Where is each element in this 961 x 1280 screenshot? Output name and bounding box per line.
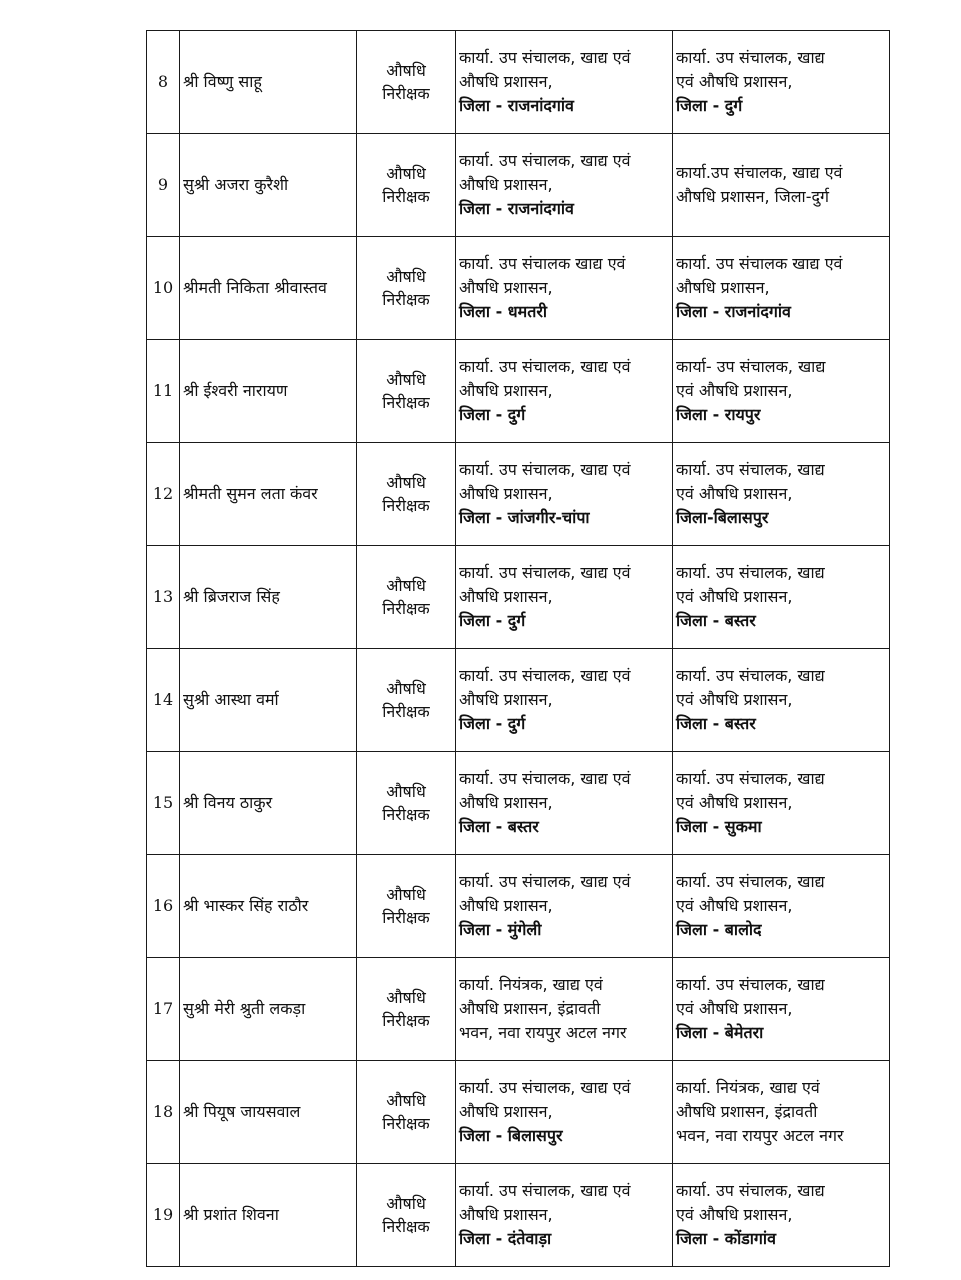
current-posting-cell bbox=[456, 443, 673, 546]
designation-line: औषधि bbox=[386, 988, 426, 1007]
current-posting-cell bbox=[456, 237, 673, 340]
designation-line: औषधि bbox=[386, 576, 426, 595]
serial-number: 9 bbox=[147, 134, 180, 237]
new-posting-cell bbox=[673, 546, 890, 649]
serial-number: 19 bbox=[147, 1164, 180, 1267]
designation-line: निरीक्षक bbox=[382, 393, 430, 412]
current-posting-line: भवन, नवा रायपुर अटल नगर bbox=[459, 1023, 627, 1042]
new-posting-line: कार्या.उप संचालक, खाद्य एवं bbox=[676, 163, 843, 182]
current-posting-line: औषधि प्रशासन, bbox=[459, 1102, 553, 1121]
designation-line: औषधि bbox=[386, 473, 426, 492]
current-posting-line: औषधि प्रशासन, इंद्रावती bbox=[459, 999, 601, 1018]
new-posting-line: एवं औषधि प्रशासन, bbox=[676, 793, 793, 812]
current-posting-cell bbox=[456, 134, 673, 237]
new-posting-line: कार्या. उप संचालक, खाद्य bbox=[676, 48, 825, 67]
new-posting-line: कार्या. उप संचालक, खाद्य bbox=[676, 975, 825, 994]
designation-cell bbox=[357, 340, 456, 443]
officer-name: श्री भास्कर सिंह राठौर bbox=[183, 896, 309, 915]
table-row bbox=[147, 855, 890, 958]
officer-name: श्रीमती सुमन लता कंवर bbox=[183, 484, 318, 503]
serial-number: 18 bbox=[147, 1061, 180, 1164]
current-posting-line: कार्या. उप संचालक, खाद्य एवं bbox=[459, 357, 631, 376]
current-posting-line: जिला - दुर्ग bbox=[459, 611, 526, 630]
new-posting-line: एवं औषधि प्रशासन, bbox=[676, 484, 793, 503]
designation-cell bbox=[357, 443, 456, 546]
table-row bbox=[147, 1061, 890, 1164]
designation-line: निरीक्षक bbox=[382, 290, 430, 309]
current-posting-line: औषधि प्रशासन, bbox=[459, 1205, 553, 1224]
designation-cell bbox=[357, 1164, 456, 1267]
designation-line: औषधि bbox=[386, 885, 426, 904]
current-posting-line: कार्या. उप संचालक, खाद्य एवं bbox=[459, 48, 631, 67]
designation-cell bbox=[357, 1061, 456, 1164]
new-posting-line: औषधि प्रशासन, इंद्रावती bbox=[676, 1102, 818, 1121]
designation-line: औषधि bbox=[386, 1194, 426, 1213]
new-posting-line: एवं औषधि प्रशासन, bbox=[676, 999, 793, 1018]
serial-number: 11 bbox=[147, 340, 180, 443]
current-posting-line: जिला - जांजगीर-चांपा bbox=[459, 508, 590, 527]
designation-cell bbox=[357, 237, 456, 340]
current-posting-line: कार्या. नियंत्रक, खाद्य एवं bbox=[459, 975, 603, 994]
new-posting-line: जिला - सुकमा bbox=[676, 817, 762, 836]
new-posting-line: कार्या. उप संचालक, खाद्य bbox=[676, 460, 825, 479]
current-posting-line: औषधि प्रशासन, bbox=[459, 587, 553, 606]
new-posting-line: जिला - रायपुर bbox=[676, 405, 761, 424]
designation-line: निरीक्षक bbox=[382, 805, 430, 824]
serial-number: 8 bbox=[147, 31, 180, 134]
officer-name-cell bbox=[180, 958, 357, 1061]
table-row bbox=[147, 443, 890, 546]
new-posting-line: औषधि प्रशासन, bbox=[676, 278, 770, 297]
current-posting-line: जिला - मुंगेली bbox=[459, 920, 542, 939]
new-posting-line: एवं औषधि प्रशासन, bbox=[676, 690, 793, 709]
new-posting-line: जिला - राजनांदगांव bbox=[676, 302, 791, 321]
serial-number: 15 bbox=[147, 752, 180, 855]
new-posting-cell bbox=[673, 134, 890, 237]
designation-cell bbox=[357, 134, 456, 237]
new-posting-cell bbox=[673, 649, 890, 752]
new-posting-line: औषधि प्रशासन, जिला-दुर्ग bbox=[676, 187, 829, 206]
designation-line: औषधि bbox=[386, 370, 426, 389]
officer-name: सुश्री मेरी श्रुती लकड़ा bbox=[183, 999, 306, 1018]
table-row bbox=[147, 958, 890, 1061]
new-posting-cell bbox=[673, 443, 890, 546]
new-posting-line: कार्या. उप संचालक, खाद्य bbox=[676, 563, 825, 582]
serial-number: 13 bbox=[147, 546, 180, 649]
current-posting-cell bbox=[456, 958, 673, 1061]
new-posting-cell bbox=[673, 237, 890, 340]
new-posting-line: कार्या. उप संचालक, खाद्य bbox=[676, 666, 825, 685]
new-posting-cell bbox=[673, 752, 890, 855]
new-posting-line: एवं औषधि प्रशासन, bbox=[676, 72, 793, 91]
designation-line: औषधि bbox=[386, 164, 426, 183]
current-posting-cell bbox=[456, 1164, 673, 1267]
new-posting-line: एवं औषधि प्रशासन, bbox=[676, 587, 793, 606]
designation-cell bbox=[357, 752, 456, 855]
current-posting-line: जिला - राजनांदगांव bbox=[459, 199, 574, 218]
designation-cell bbox=[357, 958, 456, 1061]
new-posting-line: जिला - बेमेतरा bbox=[676, 1023, 764, 1042]
officer-name-cell bbox=[180, 649, 357, 752]
current-posting-line: जिला - बिलासपुर bbox=[459, 1126, 563, 1145]
officer-name: श्री पियूष जायसवाल bbox=[183, 1102, 301, 1121]
officer-name-cell bbox=[180, 443, 357, 546]
table-body bbox=[147, 31, 890, 1267]
table-row bbox=[147, 649, 890, 752]
new-posting-line: कार्या. नियंत्रक, खाद्य एवं bbox=[676, 1078, 820, 1097]
designation-line: निरीक्षक bbox=[382, 496, 430, 515]
current-posting-line: कार्या. उप संचालक, खाद्य एवं bbox=[459, 563, 631, 582]
current-posting-line: कार्या. उप संचालक, खाद्य एवं bbox=[459, 460, 631, 479]
new-posting-line: कार्या- उप संचालक, खाद्य bbox=[676, 357, 826, 376]
new-posting-line: कार्या. उप संचालक खाद्य एवं bbox=[676, 254, 843, 273]
current-posting-line: औषधि प्रशासन, bbox=[459, 175, 553, 194]
current-posting-line: जिला - दुर्ग bbox=[459, 405, 526, 424]
current-posting-line: कार्या. उप संचालक, खाद्य एवं bbox=[459, 769, 631, 788]
new-posting-line: जिला - बस्तर bbox=[676, 611, 756, 630]
officer-name-cell bbox=[180, 1164, 357, 1267]
current-posting-cell bbox=[456, 855, 673, 958]
new-posting-line: कार्या. उप संचालक, खाद्य bbox=[676, 769, 825, 788]
designation-line: निरीक्षक bbox=[382, 702, 430, 721]
current-posting-line: जिला - दंतेवाड़ा bbox=[459, 1229, 552, 1248]
officer-name-cell bbox=[180, 752, 357, 855]
current-posting-line: कार्या. उप संचालक, खाद्य एवं bbox=[459, 1078, 631, 1097]
officer-name-cell bbox=[180, 134, 357, 237]
current-posting-line: औषधि प्रशासन, bbox=[459, 278, 553, 297]
serial-number: 17 bbox=[147, 958, 180, 1061]
designation-line: निरीक्षक bbox=[382, 908, 430, 927]
designation-line: औषधि bbox=[386, 61, 426, 80]
officer-name: श्री प्रशांत शिवना bbox=[183, 1205, 279, 1224]
current-posting-line: औषधि प्रशासन, bbox=[459, 484, 553, 503]
designation-line: औषधि bbox=[386, 679, 426, 698]
current-posting-cell bbox=[456, 340, 673, 443]
officer-name-cell bbox=[180, 340, 357, 443]
officer-name: श्री विष्णु साहू bbox=[183, 72, 262, 91]
serial-number: 16 bbox=[147, 855, 180, 958]
officer-name: श्रीमती निकिता श्रीवास्तव bbox=[183, 278, 327, 297]
designation-line: निरीक्षक bbox=[382, 1011, 430, 1030]
current-posting-line: औषधि प्रशासन, bbox=[459, 690, 553, 709]
transfer-table bbox=[146, 30, 890, 1267]
officer-name-cell bbox=[180, 546, 357, 649]
serial-number: 10 bbox=[147, 237, 180, 340]
current-posting-line: कार्या. उप संचालक, खाद्य एवं bbox=[459, 666, 631, 685]
table-row bbox=[147, 237, 890, 340]
designation-line: औषधि bbox=[386, 1091, 426, 1110]
serial-number: 12 bbox=[147, 443, 180, 546]
current-posting-line: औषधि प्रशासन, bbox=[459, 793, 553, 812]
new-posting-line: जिला - कोंडागांव bbox=[676, 1229, 776, 1248]
new-posting-cell bbox=[673, 1164, 890, 1267]
current-posting-cell bbox=[456, 649, 673, 752]
current-posting-line: कार्या. उप संचालक, खाद्य एवं bbox=[459, 872, 631, 891]
table-row bbox=[147, 340, 890, 443]
new-posting-cell bbox=[673, 31, 890, 134]
designation-line: निरीक्षक bbox=[382, 84, 430, 103]
current-posting-line: जिला - धमतरी bbox=[459, 302, 548, 321]
designation-cell bbox=[357, 649, 456, 752]
officer-name: श्री ईश्वरी नारायण bbox=[183, 381, 288, 400]
new-posting-cell bbox=[673, 855, 890, 958]
current-posting-cell bbox=[456, 1061, 673, 1164]
new-posting-line: एवं औषधि प्रशासन, bbox=[676, 1205, 793, 1224]
officer-name-cell bbox=[180, 237, 357, 340]
new-posting-line: जिला - बालोद bbox=[676, 920, 762, 939]
current-posting-line: औषधि प्रशासन, bbox=[459, 381, 553, 400]
officer-name: सुश्री आस्था वर्मा bbox=[183, 690, 279, 709]
designation-line: औषधि bbox=[386, 267, 426, 286]
table-row bbox=[147, 546, 890, 649]
officer-name-cell bbox=[180, 1061, 357, 1164]
new-posting-line: जिला - बस्तर bbox=[676, 714, 756, 733]
new-posting-line: भवन, नवा रायपुर अटल नगर bbox=[676, 1126, 844, 1145]
new-posting-line: जिला-बिलासपुर bbox=[676, 508, 769, 527]
designation-cell bbox=[357, 546, 456, 649]
new-posting-cell bbox=[673, 1061, 890, 1164]
new-posting-cell bbox=[673, 958, 890, 1061]
designation-line: निरीक्षक bbox=[382, 1217, 430, 1236]
designation-line: औषधि bbox=[386, 782, 426, 801]
new-posting-line: एवं औषधि प्रशासन, bbox=[676, 381, 793, 400]
designation-line: निरीक्षक bbox=[382, 1114, 430, 1133]
current-posting-line: औषधि प्रशासन, bbox=[459, 896, 553, 915]
current-posting-cell bbox=[456, 546, 673, 649]
table-row bbox=[147, 1164, 890, 1267]
new-posting-line: कार्या. उप संचालक, खाद्य bbox=[676, 1181, 825, 1200]
table-row bbox=[147, 134, 890, 237]
current-posting-line: औषधि प्रशासन, bbox=[459, 72, 553, 91]
current-posting-line: जिला - बस्तर bbox=[459, 817, 539, 836]
serial-number: 14 bbox=[147, 649, 180, 752]
designation-cell bbox=[357, 855, 456, 958]
officer-name: सुश्री अजरा कुरैशी bbox=[183, 175, 289, 194]
officer-name-cell bbox=[180, 31, 357, 134]
table-row bbox=[147, 31, 890, 134]
designation-line: निरीक्षक bbox=[382, 187, 430, 206]
current-posting-line: जिला - दुर्ग bbox=[459, 714, 526, 733]
current-posting-cell bbox=[456, 752, 673, 855]
officer-name-cell bbox=[180, 855, 357, 958]
current-posting-line: कार्या. उप संचालक खाद्य एवं bbox=[459, 254, 626, 273]
new-posting-line: जिला - दुर्ग bbox=[676, 96, 743, 115]
new-posting-cell bbox=[673, 340, 890, 443]
current-posting-cell bbox=[456, 31, 673, 134]
designation-cell bbox=[357, 31, 456, 134]
new-posting-line: एवं औषधि प्रशासन, bbox=[676, 896, 793, 915]
officer-name: श्री विनय ठाकुर bbox=[183, 793, 273, 812]
officer-name: श्री ब्रिजराज सिंह bbox=[183, 587, 280, 606]
current-posting-line: कार्या. उप संचालक, खाद्य एवं bbox=[459, 1181, 631, 1200]
new-posting-line: कार्या. उप संचालक, खाद्य bbox=[676, 872, 825, 891]
designation-line: निरीक्षक bbox=[382, 599, 430, 618]
table-row bbox=[147, 752, 890, 855]
current-posting-line: जिला - राजनांदगांव bbox=[459, 96, 574, 115]
current-posting-line: कार्या. उप संचालक, खाद्य एवं bbox=[459, 151, 631, 170]
